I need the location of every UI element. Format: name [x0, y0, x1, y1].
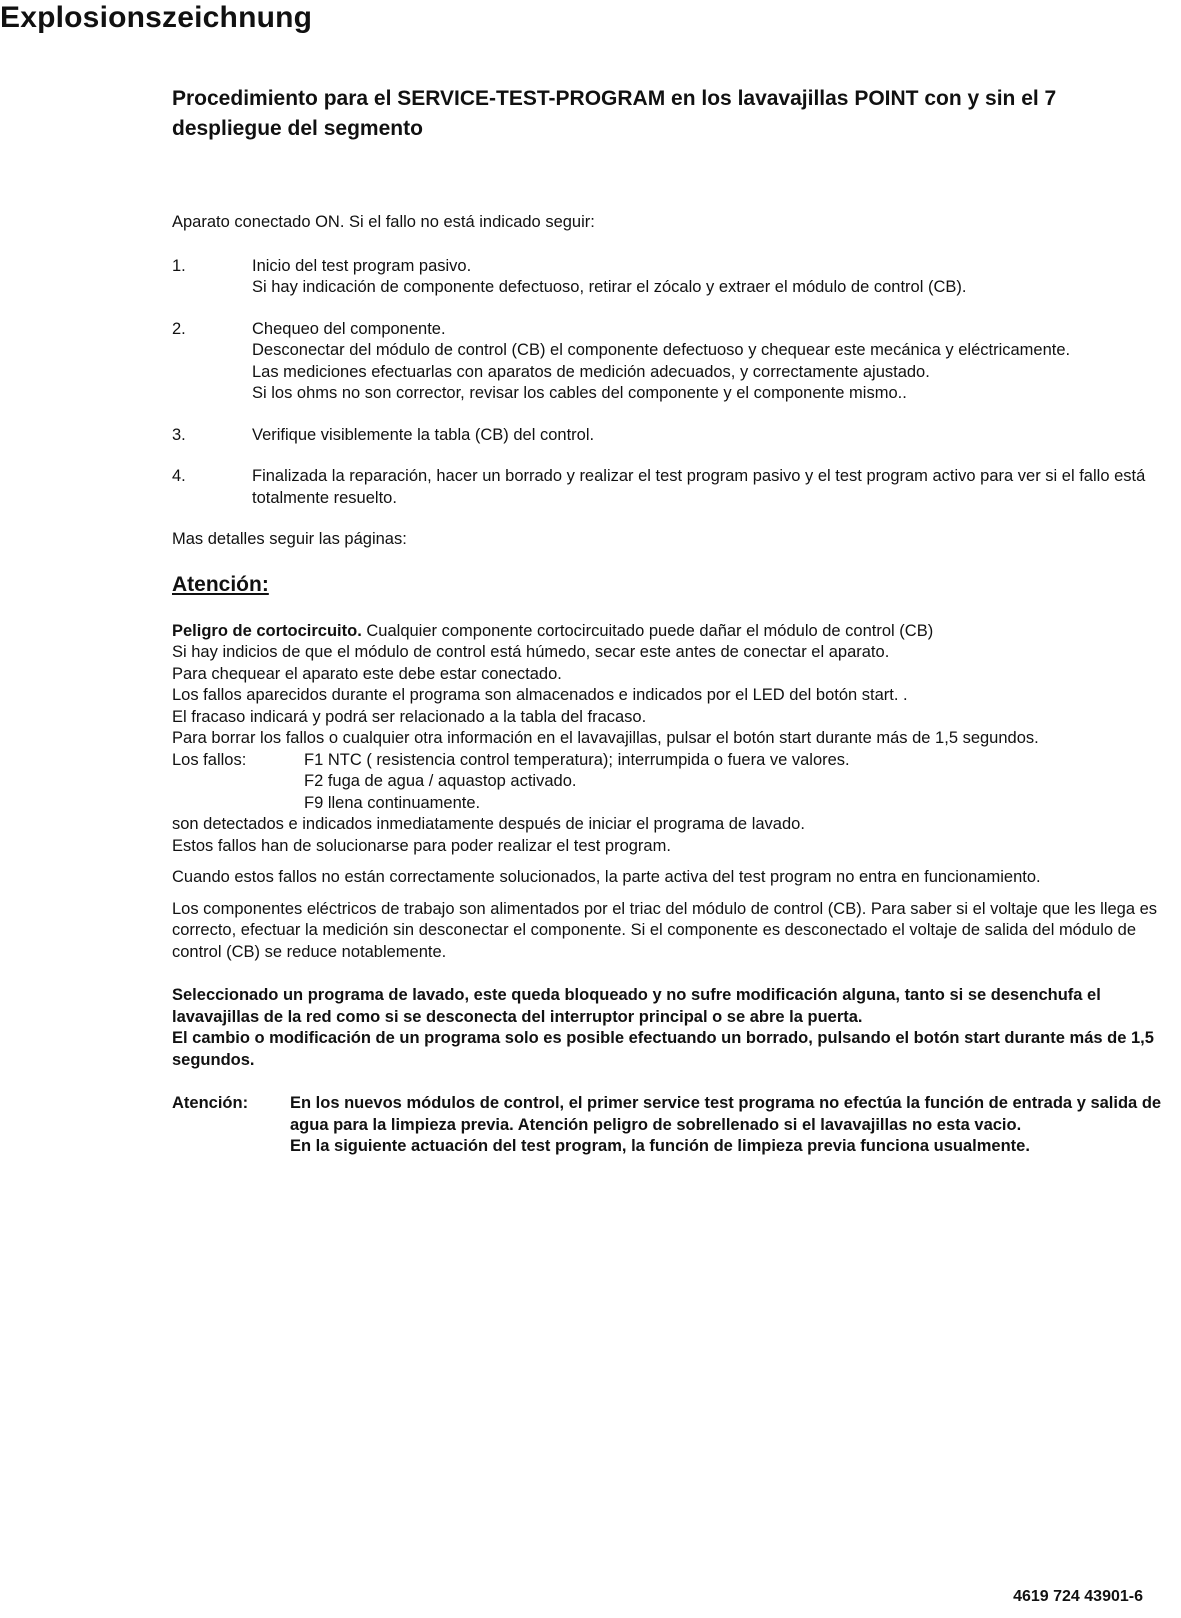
locked-line: El cambio o modificación de un programa solo es posible efectuando un borrado, pulsando el botón start durante más de 1,5 segundos.: [172, 1029, 1154, 1069]
document-body: [172, 84, 1172, 1158]
more-details-text: Mas detalles seguir las páginas:: [172, 530, 407, 548]
step-line: Desconectar del módulo de control (CB) el componente defectuoso y chequear este mecánica y eléctricamente.: [252, 341, 1071, 359]
warning-line: Para borrar los fallos o cualquier otra información en el lavavajillas, pulsar el botón start durante más de 1,5 segundos.: [172, 729, 1039, 747]
fault-item: F1 NTC ( resistencia control temperatura); interrumpida o fuera ve valores.: [304, 750, 850, 769]
faults-label: Los fallos:: [172, 750, 247, 769]
fault-item: F9 llena continuamente.: [304, 793, 481, 812]
step-line: Verifique visiblemente la tabla (CB) del control.: [252, 425, 595, 444]
final-attention-note: [172, 1093, 1172, 1158]
warning-line: Si hay indicios de que el módulo de control está húmedo, secar este antes de conectar el aparato.: [172, 643, 890, 661]
warning-line: El fracaso indicará y podrá ser relacionado a la tabla del fracaso.: [172, 707, 647, 726]
locked-line: Seleccionado un programa de lavado, este queda bloqueado y no sufre modificación alguna, tanto si se desenchufa el lavavajillas de la red como si se desconecta del interruptor principal o se abre la puerta.: [172, 986, 1101, 1026]
document-number: 4619 724 43901-6: [1013, 1588, 1143, 1605]
triac-paragraph: Los componentes eléctricos de trabajo son alimentados por el triac del módulo de control (CB). Para saber si el voltaje que les llega es correcto, efectuar la medición sin desconectar el componente. Si el componente es desconectado el voltaje de salida del módulo de control (CB) se reduce notablemente.: [172, 899, 1158, 961]
step-line: Si hay indicación de componente defectuoso, retirar el zócalo y extraer el módulo de control (CB).: [252, 278, 967, 296]
warning-line: Los fallos aparecidos durante el programa son almacenados e indicados por el LED del botón start. .: [172, 686, 908, 704]
faults-list: [172, 750, 1172, 815]
step-item: [172, 425, 1172, 447]
step-line: Finalizada la reparación, hacer un borrado y realizar el test program pasivo y el test program activo para ver si el fallo está totalmente resuelto.: [252, 467, 1146, 507]
step-line: Inicio del test program pasivo.: [252, 256, 472, 275]
step-number: 1.: [172, 256, 186, 275]
intro-text: Aparato conectado ON. Si el fallo no está indicado seguir:: [172, 213, 595, 231]
warning-line: Para chequear el aparato este debe estar conectado.: [172, 664, 562, 683]
step-number: 3.: [172, 425, 186, 444]
locked-program-note: [172, 985, 1172, 1071]
warning-line: Estos fallos han de solucionarse para poder realizar el test program.: [172, 836, 671, 855]
step-item: [172, 256, 1172, 299]
final-note-line: En la siguiente actuación del test program, la función de limpieza previa funciona usualmente.: [290, 1137, 1030, 1155]
step-line: Chequeo del componente.: [252, 319, 446, 338]
fault-item: F2 fuga de agua / aquastop activado.: [304, 772, 577, 790]
warning-lead-rest: Cualquier componente cortocircuitado puede dañar el módulo de control (CB): [361, 621, 934, 640]
step-number: 2.: [172, 319, 186, 338]
step-number: 4.: [172, 467, 186, 485]
warning-lead: Peligro de cortocircuito.: [172, 621, 362, 640]
page-heading: Explosionszeichnung: [0, 1, 313, 34]
step-line: Si los ohms no son corrector, revisar los cables del componente y el componente mismo..: [252, 384, 907, 402]
procedure-title: Procedimiento para el SERVICE-TEST-PROGRAM en los lavavajillas POINT con y sin el 7 despliegue del segmento: [172, 87, 1057, 140]
steps-list: [172, 256, 1172, 510]
final-note-label: Atención:: [172, 1094, 249, 1112]
short-circuit-warning: [172, 621, 1172, 858]
not-solved-paragraph: Cuando estos fallos no están correctamente solucionados, la parte activa del test program no entra en funcionamiento.: [172, 868, 1041, 886]
warning-line: son detectados e indicados inmediatamente después de iniciar el programa de lavado.: [172, 815, 805, 833]
attention-heading: Atención:: [172, 572, 269, 596]
step-item: [172, 319, 1172, 405]
step-line: Las mediciones efectuarlas con aparatos de medición adecuados, y correctamente ajustado.: [252, 362, 930, 381]
step-item: [172, 466, 1172, 509]
final-note-line: En los nuevos módulos de control, el primer service test programa no efectúa la función de entrada y salida de agua para la limpieza previa. Atención peligro de sobrellenado si el lavavajillas no esta vacio.: [290, 1094, 1162, 1134]
